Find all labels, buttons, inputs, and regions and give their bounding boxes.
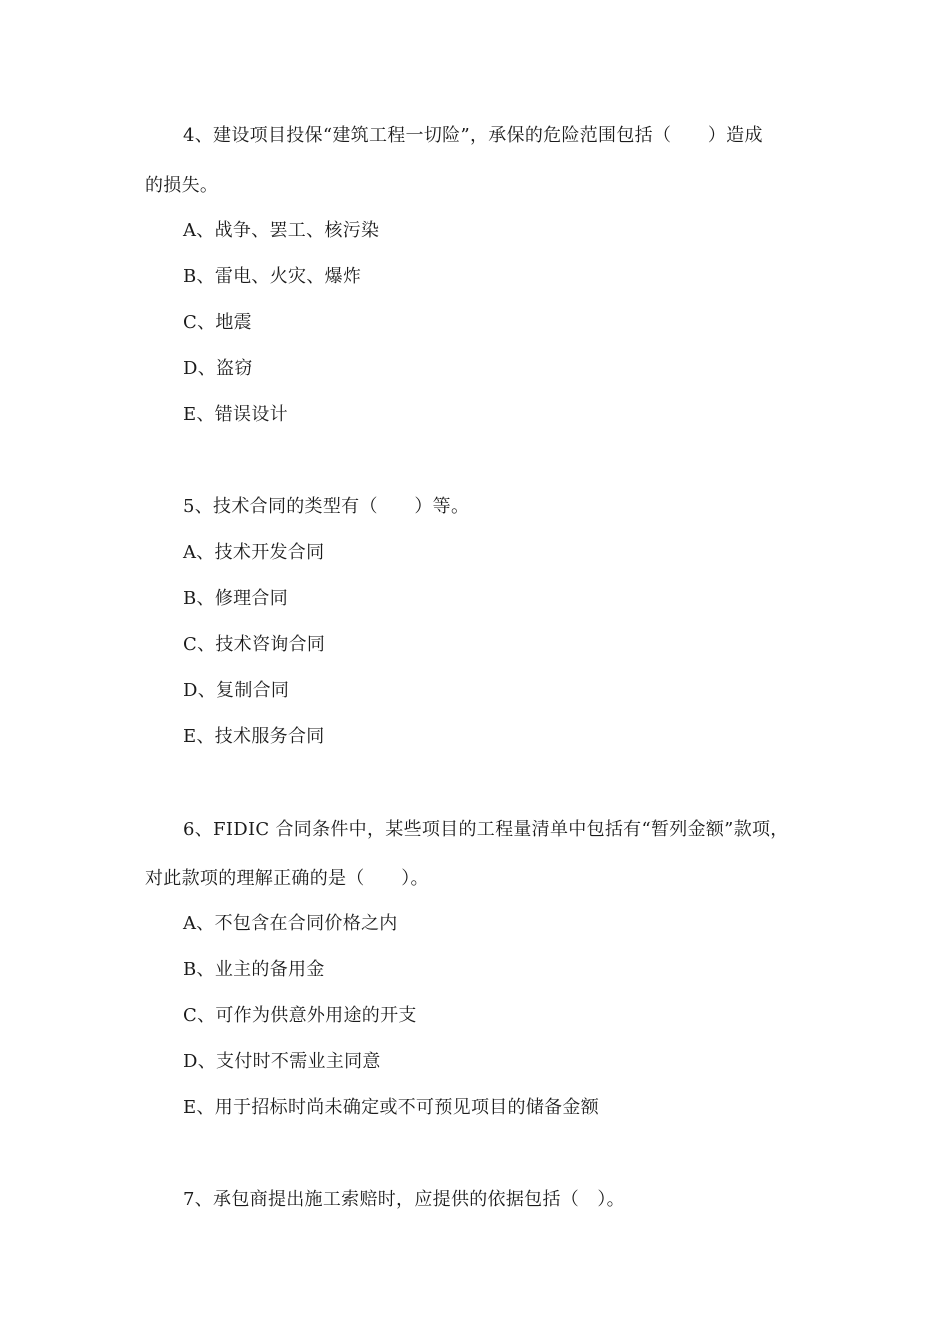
question-4-option-e: E、错误设计 — [183, 404, 288, 425]
question-7-stem: 7、承包商提出施工索赔时，应提供的依据包括（ ）。 — [183, 1189, 625, 1210]
question-4-option-a: A、战争、罢工、核污染 — [183, 220, 380, 241]
question-6-option-a: A、不包含在合同价格之内 — [183, 913, 398, 934]
question-5-option-c: C、技术咨询合同 — [183, 634, 326, 655]
question-6-option-d: D、支付时不需业主同意 — [183, 1051, 381, 1072]
question-5-stem: 5、技术合同的类型有（ ）等。 — [183, 496, 470, 517]
question-6-option-c: C、可作为供意外用途的开支 — [183, 1005, 417, 1026]
question-5-option-a: A、技术开发合同 — [183, 542, 325, 563]
question-4-option-c: C、地震 — [183, 312, 252, 333]
question-4-stem-continued: 的损失。 — [145, 175, 219, 196]
question-4-stem: 4、建设项目投保“建筑工程一切险”，承保的危险范围包括（ ）造成 — [183, 125, 763, 146]
question-4-option-d: D、盗窃 — [183, 358, 253, 379]
question-6-option-e: E、用于招标时尚未确定或不可预见项目的储备金额 — [183, 1097, 600, 1118]
question-5-option-e: E、技术服务合同 — [183, 726, 325, 747]
question-5-option-b: B、修理合同 — [183, 588, 289, 609]
question-6-stem-continued: 对此款项的理解正确的是（ ）。 — [145, 868, 429, 889]
question-6-option-b: B、业主的备用金 — [183, 959, 325, 980]
question-4-option-b: B、雷电、火灾、爆炸 — [183, 266, 362, 287]
question-6-stem: 6、FIDIC 合同条件中，某些项目的工程量清单中包括有“暂列金额”款项， — [183, 819, 789, 840]
question-5-option-d: D、复制合同 — [183, 680, 290, 701]
